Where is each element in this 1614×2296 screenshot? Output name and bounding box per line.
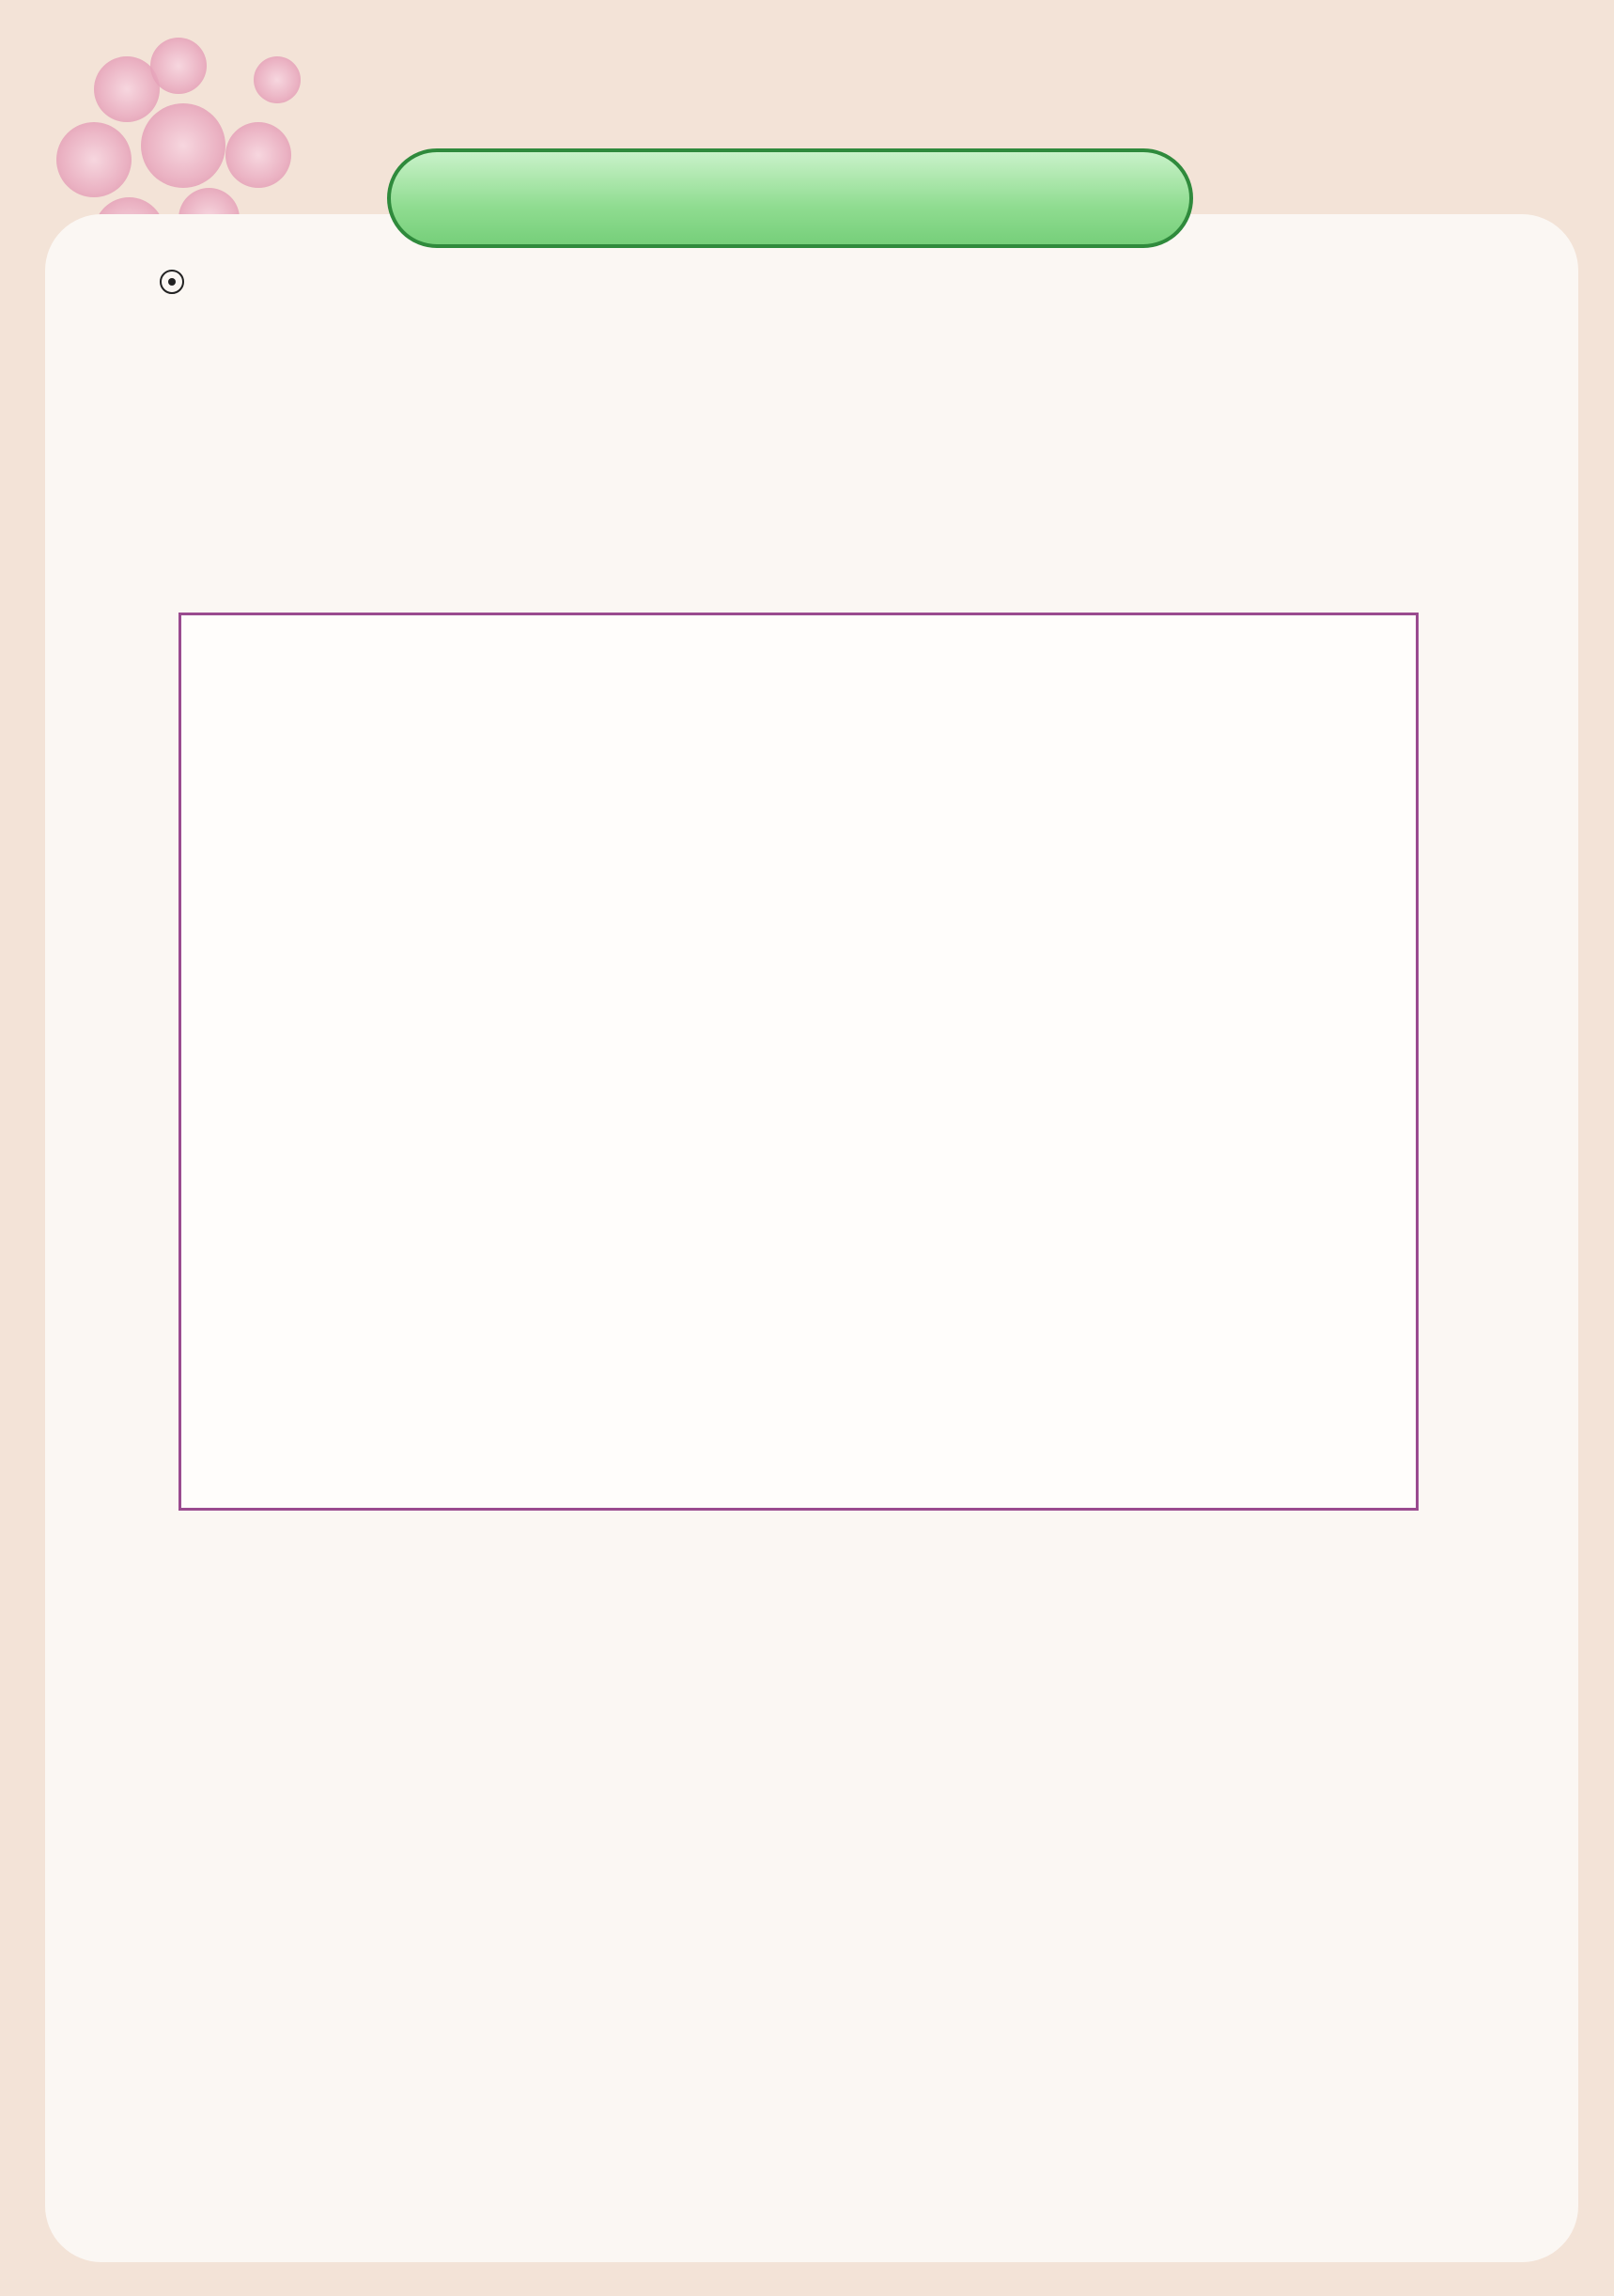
standing-legend (160, 267, 192, 294)
responsive-reading-box (178, 613, 1419, 1511)
standing-mark-icon (160, 270, 184, 294)
page-title (387, 148, 1193, 248)
